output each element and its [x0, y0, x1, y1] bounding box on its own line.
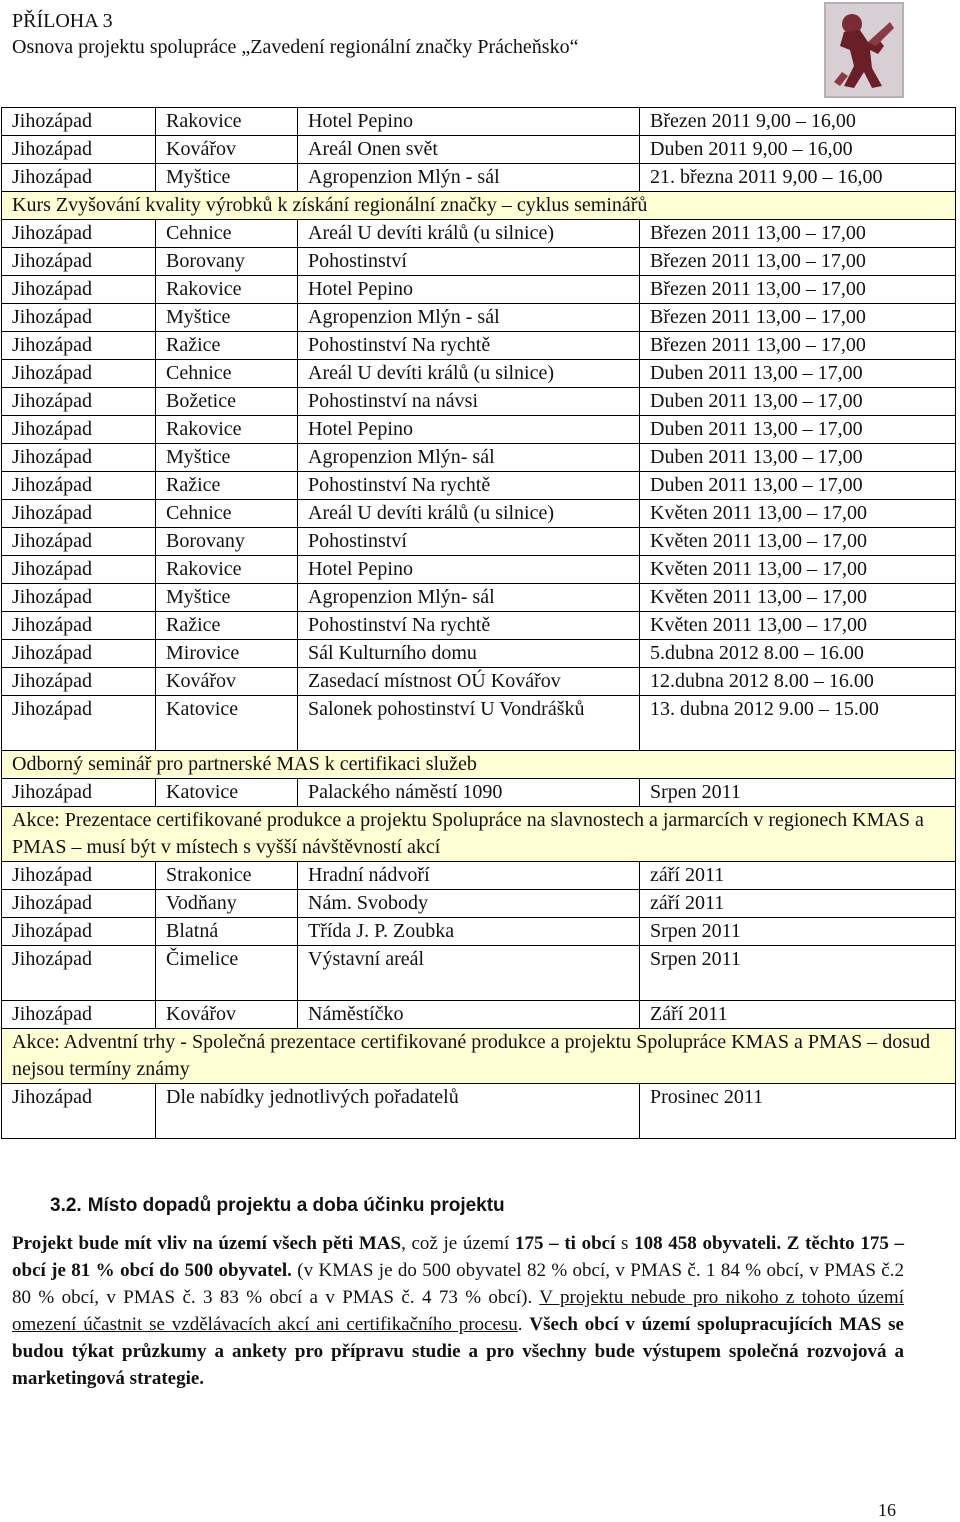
town-cell: Ražice — [156, 332, 298, 360]
date-cell: 12.dubna 2012 8.00 – 16.00 — [640, 668, 956, 696]
table-heading-row — [2, 751, 956, 779]
table-row — [2, 220, 956, 248]
table-row — [2, 472, 956, 500]
town-cell: Rakovice — [156, 276, 298, 304]
page-number: 16 — [878, 1500, 896, 1520]
region-cell: Jihozápad — [2, 612, 156, 640]
date-cell: Květen 2011 13,00 – 17,00 — [640, 584, 956, 612]
region-cell: Jihozápad — [2, 500, 156, 528]
region-cell: Jihozápad — [2, 890, 156, 918]
para-text-3: (v KMAS je do 500 obyvatel 82 % obcí, v PMAS č. 1 84 % obcí, v PMAS č.2 80 % obcí, v PMAS č. 3 83 % obcí a v PMAS č. 4 73 % obcí). — [12, 1260, 904, 1308]
section-number: 3.2. — [50, 1195, 82, 1216]
table-heading-row — [2, 807, 956, 862]
date-cell: Duben 2011 13,00 – 17,00 — [640, 360, 956, 388]
town-cell: Katovice — [156, 779, 298, 807]
town-cell: Rakovice — [156, 108, 298, 136]
region-cell: Jihozápad — [2, 668, 156, 696]
region-cell: Jihozápad — [2, 556, 156, 584]
venue-cell: Areál U devíti králů (u silnice) — [298, 220, 640, 248]
venue-cell: Hradní nádvoří — [298, 862, 640, 890]
venue-cell: Agropenzion Mlýn - sál — [298, 304, 640, 332]
date-cell: Březen 2011 13,00 – 17,00 — [640, 276, 956, 304]
table-row — [2, 136, 956, 164]
table-row — [2, 276, 956, 304]
date-cell: Duben 2011 9,00 – 16,00 — [640, 136, 956, 164]
region-cell: Jihozápad — [2, 640, 156, 668]
date-cell: Srpen 2011 — [640, 779, 956, 807]
para-text-4: . — [517, 1314, 530, 1335]
region-cell: Jihozápad — [2, 108, 156, 136]
section-heading-cell: Akce: Adventní trhy - Společná prezentace certifikované produkce a projektu Spolupráce KMAS a PMAS – dosud nejsou termíny známy — [2, 1029, 956, 1084]
table-row — [2, 444, 956, 472]
date-cell: 21. března 2011 9,00 – 16,00 — [640, 164, 956, 192]
town-cell: Blatná — [156, 918, 298, 946]
page-header — [12, 8, 578, 60]
region-cell: Jihozápad — [2, 164, 156, 192]
town-cell: Kovářov — [156, 136, 298, 164]
table-row — [2, 779, 956, 807]
region-cell: Jihozápad — [2, 1001, 156, 1029]
para-bold-4: Všech obcí v území spolupracujících MAS se budou týkat průzkumy a ankety pro přípravu studie a pro všechny bude výstupem společná rozvojová a marketingová strategie. — [12, 1314, 904, 1389]
date-cell: Duben 2011 13,00 – 17,00 — [640, 444, 956, 472]
venue-cell: Areál Onen svět — [298, 136, 640, 164]
para-text-1: , což je území — [401, 1233, 515, 1254]
region-cell: Jihozápad — [2, 862, 156, 890]
town-cell: Strakonice — [156, 862, 298, 890]
town-cell: Rakovice — [156, 416, 298, 444]
venue-cell: Zasedací místnost OÚ Kovářov — [298, 668, 640, 696]
table-row — [2, 500, 956, 528]
town-cell: Myštice — [156, 304, 298, 332]
venue-cell: Pohostinství na návsi — [298, 388, 640, 416]
date-cell: Březen 2011 13,00 – 17,00 — [640, 332, 956, 360]
venue-cell: Areál U devíti králů (u silnice) — [298, 500, 640, 528]
table-row — [2, 388, 956, 416]
para-underlined: V projektu nebude pro nikoho z tohoto území omezení účastnit se vzdělávacích akcí ani certifikačního procesu — [12, 1287, 904, 1335]
para-text-2: s — [615, 1233, 635, 1254]
table-row — [2, 918, 956, 946]
region-cell: Jihozápad — [2, 779, 156, 807]
town-cell: Cehnice — [156, 220, 298, 248]
section-heading-cell: Akce: Prezentace certifikované produkce a projektu Spolupráce na slavnostech a jarmarcích v regionech KMAS a PMAS – musí být v místech s vyšší návštěvností akcí — [2, 807, 956, 862]
appendix-subtitle: Osnova projektu spolupráce „Zavedení regionální značky Prácheňsko“ — [12, 36, 579, 58]
venue-cell: Náměstíčko — [298, 1001, 640, 1029]
table-row — [2, 890, 956, 918]
town-cell: Cehnice — [156, 360, 298, 388]
section-paragraph — [12, 1230, 904, 1392]
table-row — [2, 528, 956, 556]
venue-cell: Pohostinství Na rychtě — [298, 332, 640, 360]
venue-cell: Agropenzion Mlýn- sál — [298, 584, 640, 612]
para-bold-2: 175 – ti obcí — [514, 1233, 616, 1254]
date-cell: Květen 2011 13,00 – 17,00 — [640, 612, 956, 640]
region-cell: Jihozápad — [2, 416, 156, 444]
table-row — [2, 668, 956, 696]
region-cell: Jihozápad — [2, 472, 156, 500]
appendix-title: PŘÍLOHA 3 — [12, 10, 113, 32]
town-cell: Rakovice — [156, 556, 298, 584]
region-cell: Jihozápad — [2, 276, 156, 304]
venue-cell: Salonek pohostinství U Vondrášků — [298, 696, 640, 751]
date-cell: Srpen 2011 — [640, 918, 956, 946]
table-row — [2, 416, 956, 444]
table-row — [2, 248, 956, 276]
place-cell: Dle nabídky jednotlivých pořadatelů — [156, 1084, 640, 1139]
date-cell: Duben 2011 13,00 – 17,00 — [640, 416, 956, 444]
date-cell: Květen 2011 13,00 – 17,00 — [640, 528, 956, 556]
date-cell: září 2011 — [640, 890, 956, 918]
date-cell: Květen 2011 13,00 – 17,00 — [640, 500, 956, 528]
table-heading-row — [2, 1029, 956, 1084]
date-cell: Březen 2011 13,00 – 17,00 — [640, 304, 956, 332]
venue-cell: Pohostinství — [298, 528, 640, 556]
date-cell: Březen 2011 13,00 – 17,00 — [640, 248, 956, 276]
venue-cell: Agropenzion Mlýn - sál — [298, 164, 640, 192]
venue-cell: Agropenzion Mlýn- sál — [298, 444, 640, 472]
town-cell: Kovářov — [156, 668, 298, 696]
pracheňsko-logo-icon — [824, 2, 904, 98]
venue-cell: Areál U devíti králů (u silnice) — [298, 360, 640, 388]
town-cell: Kovářov — [156, 1001, 298, 1029]
venue-cell: Výstavní areál — [298, 946, 640, 1001]
venue-cell: Třída J. P. Zoubka — [298, 918, 640, 946]
para-bold-1: Projekt bude mít vliv na území všech pěti MAS — [12, 1233, 402, 1254]
region-cell: Jihozápad — [2, 946, 156, 1001]
region-cell: Jihozápad — [2, 388, 156, 416]
table-row — [2, 1084, 956, 1139]
table-row — [2, 584, 956, 612]
date-cell: Prosinec 2011 — [640, 1084, 956, 1139]
venue-cell: Sál Kulturního domu — [298, 640, 640, 668]
schedule-table — [1, 107, 956, 1139]
venue-cell: Hotel Pepino — [298, 556, 640, 584]
date-cell: 13. dubna 2012 9.00 – 15.00 — [640, 696, 956, 751]
date-cell: Duben 2011 13,00 – 17,00 — [640, 388, 956, 416]
table-row — [2, 164, 956, 192]
date-cell: Březen 2011 9,00 – 16,00 — [640, 108, 956, 136]
date-cell: Srpen 2011 — [640, 946, 956, 1001]
date-cell: Březen 2011 13,00 – 17,00 — [640, 220, 956, 248]
date-cell: Květen 2011 13,00 – 17,00 — [640, 556, 956, 584]
table-row — [2, 360, 956, 388]
table-row — [2, 1001, 956, 1029]
table-heading-row — [2, 192, 956, 220]
date-cell: září 2011 — [640, 862, 956, 890]
town-cell: Katovice — [156, 696, 298, 751]
table-row — [2, 332, 956, 360]
venue-cell: Hotel Pepino — [298, 276, 640, 304]
table-row — [2, 612, 956, 640]
section-heading-cell: Kurs Zvyšování kvality výrobků k získání regionální značky – cyklus seminářů — [2, 192, 956, 220]
venue-cell: Palackého náměstí 1090 — [298, 779, 640, 807]
table-row — [2, 640, 956, 668]
region-cell: Jihozápad — [2, 918, 156, 946]
region-cell: Jihozápad — [2, 360, 156, 388]
table-row — [2, 946, 956, 1001]
region-cell: Jihozápad — [2, 1084, 156, 1139]
venue-cell: Hotel Pepino — [298, 108, 640, 136]
town-cell: Božetice — [156, 388, 298, 416]
region-cell: Jihozápad — [2, 696, 156, 751]
table-row — [2, 108, 956, 136]
region-cell: Jihozápad — [2, 248, 156, 276]
region-cell: Jihozápad — [2, 528, 156, 556]
date-cell: Duben 2011 13,00 – 17,00 — [640, 472, 956, 500]
para-bold-3: 108 458 obyvateli. Z těchto 175 –obcí je 81 % obcí do 500 obyvatel. — [12, 1233, 904, 1281]
venue-cell: Pohostinství Na rychtě — [298, 472, 640, 500]
town-cell: Borovany — [156, 528, 298, 556]
town-cell: Borovany — [156, 248, 298, 276]
table-row — [2, 696, 956, 751]
town-cell: Ražice — [156, 612, 298, 640]
venue-cell: Pohostinství — [298, 248, 640, 276]
region-cell: Jihozápad — [2, 136, 156, 164]
town-cell: Čimelice — [156, 946, 298, 1001]
town-cell: Mirovice — [156, 640, 298, 668]
date-cell: Září 2011 — [640, 1001, 956, 1029]
region-cell: Jihozápad — [2, 220, 156, 248]
town-cell: Myštice — [156, 164, 298, 192]
town-cell: Vodňany — [156, 890, 298, 918]
venue-cell: Nám. Svobody — [298, 890, 640, 918]
region-cell: Jihozápad — [2, 304, 156, 332]
section-heading — [50, 1195, 511, 1217]
table-row — [2, 304, 956, 332]
region-cell: Jihozápad — [2, 584, 156, 612]
venue-cell: Pohostinství Na rychtě — [298, 612, 640, 640]
section-heading-cell: Odborný seminář pro partnerské MAS k certifikaci služeb — [2, 751, 956, 779]
town-cell: Cehnice — [156, 500, 298, 528]
venue-cell: Hotel Pepino — [298, 416, 640, 444]
section-title: Místo dopadů projektu a doba účinku projektu — [87, 1195, 505, 1216]
date-cell: 5.dubna 2012 8.00 – 16.00 — [640, 640, 956, 668]
table-row — [2, 862, 956, 890]
town-cell: Ražice — [156, 472, 298, 500]
town-cell: Myštice — [156, 584, 298, 612]
town-cell: Myštice — [156, 444, 298, 472]
region-cell: Jihozápad — [2, 332, 156, 360]
region-cell: Jihozápad — [2, 444, 156, 472]
table-row — [2, 556, 956, 584]
